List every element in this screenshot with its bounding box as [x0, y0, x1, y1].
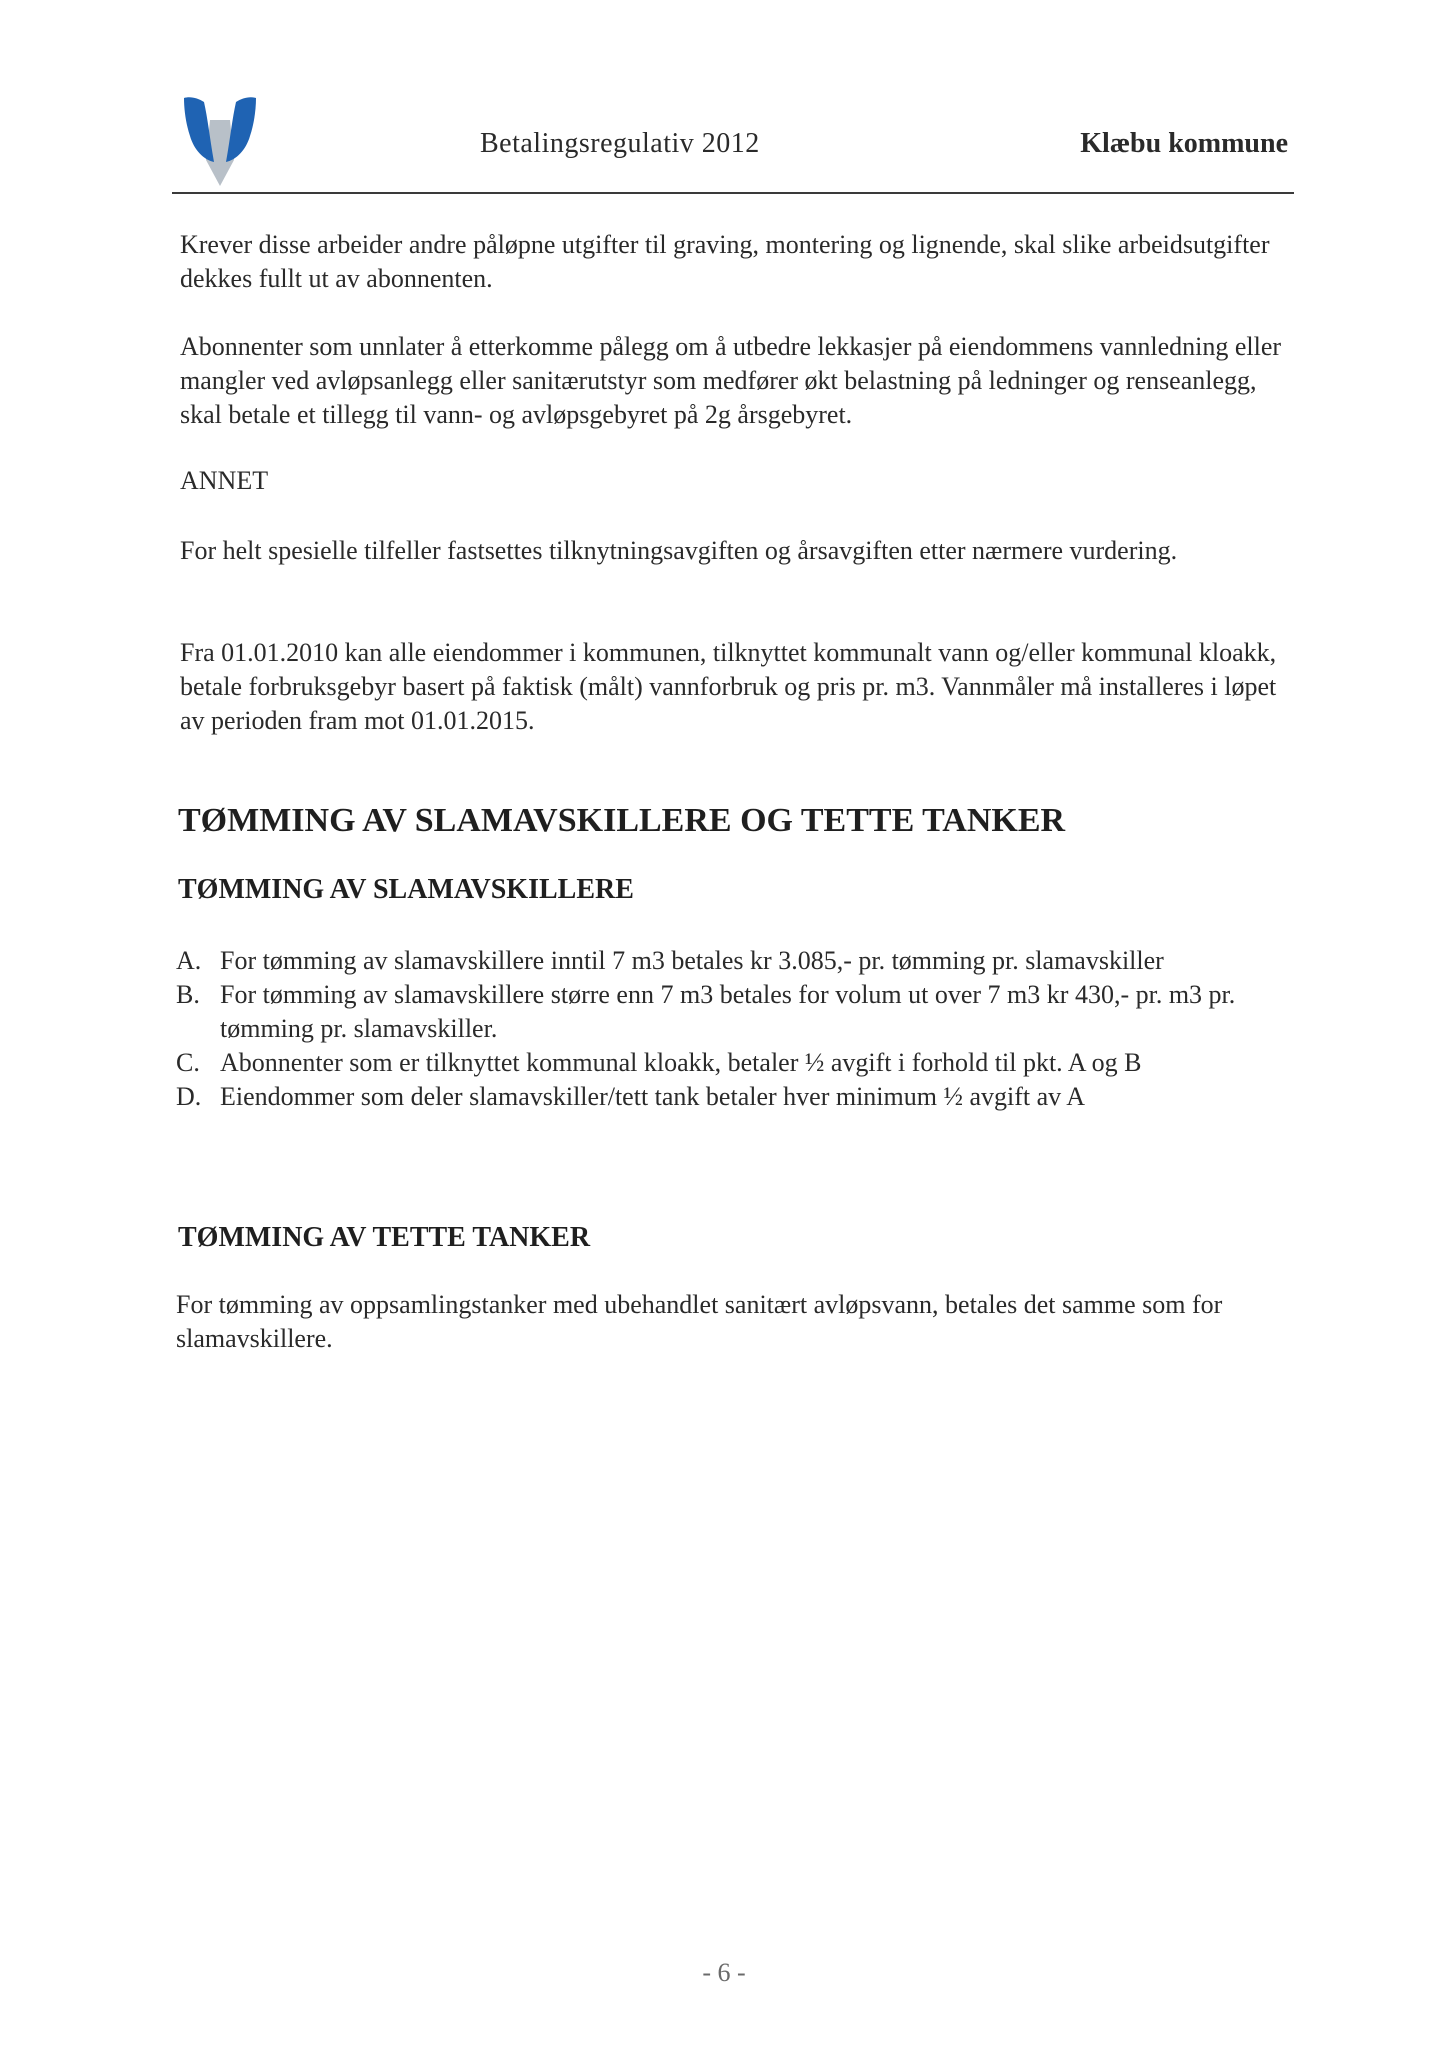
list-item — [176, 1080, 1296, 1114]
list-item-text: Abonnenter som er tilknyttet kommunal kloakk, betaler ½ avgift i forhold til pkt. A og B — [220, 1048, 1142, 1077]
list-item — [176, 1046, 1296, 1080]
list-marker: A. — [176, 946, 202, 975]
page-number: - 6 - — [702, 1958, 746, 1987]
section-heading: TØMMING AV SLAMAVSKILLERE OG TETTE TANKER — [178, 802, 1066, 839]
subheading-slamavskillere: TØMMING AV SLAMAVSKILLERE — [178, 874, 634, 905]
list-marker: D. — [176, 1082, 202, 1111]
list-item-text: Eiendommer som deler slamavskiller/tett tank betaler hver minimum ½ avgift av A — [220, 1082, 1085, 1111]
list-marker: B. — [176, 980, 200, 1009]
annet-heading: ANNET — [180, 466, 269, 495]
paragraph-metered-usage: Fra 01.01.2010 kan alle eiendommer i kommunen, tilknyttet kommunalt vann og/eller kommunal kloakk, betale forbruksgebyr basert på faktisk (målt) vannforbruk og pris pr. m3. Vannmåler må installeres i løpet av perioden fram mot 01.01.2015. — [180, 638, 1277, 735]
paragraph-special-cases: For helt spesielle tilfeller fastsettes tilknytningsavgiften og årsavgiften etter nærmere vurdering. — [180, 536, 1178, 565]
document-title: Betalingsregulativ 2012 — [480, 128, 760, 159]
subheading-tette-tanker: TØMMING AV TETTE TANKER — [178, 1222, 591, 1253]
paragraph-leakage-penalty: Abonnenter som unnlater å etterkomme pålegg om å utbedre lekkasjer på eiendommens vannledning eller mangler ved avløpsanlegg eller sanitærutstyr som medfører økt belastning på ledninger og renseanlegg, skal betale et tillegg til vann- og avløpsgebyret på 2g årsgebyret. — [180, 332, 1282, 429]
list-item — [176, 944, 1296, 978]
fee-list — [176, 944, 1296, 1114]
paragraph-work-costs: Krever disse arbeider andre påløpne utgifter til graving, montering og lignende, skal slike arbeidsutgifter dekkes fullt ut av abonnenten. — [180, 230, 1270, 293]
organization-name: Klæbu kommune — [1080, 128, 1288, 159]
list-item-text: For tømming av slamavskillere inntil 7 m3 betales kr 3.085,- pr. tømming pr. slamavskiller — [220, 946, 1164, 975]
list-item — [176, 978, 1296, 1046]
header-divider — [172, 192, 1294, 194]
paragraph-holding-tanks: For tømming av oppsamlingstanker med ubehandlet sanitært avløpsvann, betales det samme som for slamavskillere. — [176, 1290, 1223, 1353]
list-marker: C. — [176, 1048, 200, 1077]
municipal-coat-of-arms-icon — [180, 90, 260, 190]
list-item-text: For tømming av slamavskillere større enn 7 m3 betales for volum ut over 7 m3 kr 430,- pr. m3 pr. tømming pr. slamavskiller. — [220, 980, 1236, 1043]
